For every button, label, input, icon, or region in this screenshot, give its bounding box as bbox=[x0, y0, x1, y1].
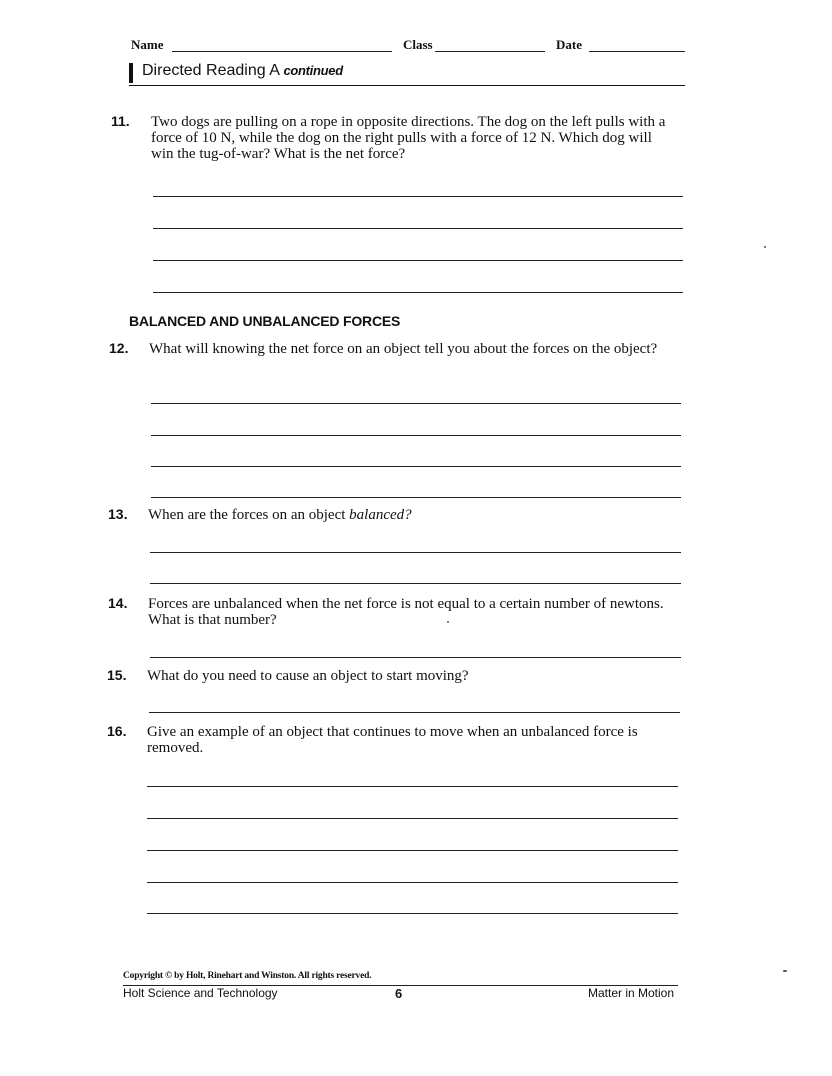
page-title bbox=[142, 62, 343, 80]
question-12 bbox=[109, 340, 669, 357]
footer-page-number: 6 bbox=[395, 986, 403, 1001]
scan-speck bbox=[764, 246, 766, 248]
answer-line-16-1[interactable] bbox=[147, 786, 678, 787]
section-heading: BALANCED AND UNBALANCED FORCES bbox=[129, 313, 401, 329]
name-field-line[interactable] bbox=[172, 51, 392, 52]
answer-line-11-1[interactable] bbox=[153, 196, 683, 197]
question-text: Forces are unbalanced when the net force is not equal to a certain number of newtons. What is that number? bbox=[148, 596, 664, 628]
question-16 bbox=[107, 723, 667, 756]
answer-line-12-2[interactable] bbox=[151, 435, 681, 436]
answer-line-11-2[interactable] bbox=[153, 228, 683, 229]
answer-line-11-3[interactable] bbox=[153, 260, 683, 261]
question-number: 14. bbox=[108, 595, 128, 611]
answer-line-12-4[interactable] bbox=[151, 497, 681, 498]
question-number: 12. bbox=[109, 340, 129, 356]
question-text: What do you need to cause an object to start moving? bbox=[147, 668, 469, 684]
answer-line-14-1[interactable] bbox=[150, 657, 681, 658]
question-number: 11. bbox=[111, 113, 130, 129]
question-14 bbox=[108, 595, 668, 628]
question-15 bbox=[107, 667, 667, 684]
scan-speck bbox=[447, 621, 449, 623]
question-11 bbox=[111, 113, 671, 162]
question-number: 13. bbox=[108, 506, 128, 522]
answer-line-13-1[interactable] bbox=[150, 552, 681, 553]
date-field-line[interactable] bbox=[589, 51, 685, 52]
answer-line-12-3[interactable] bbox=[151, 466, 681, 467]
date-label: Date bbox=[556, 37, 582, 52]
question-text: Two dogs are pulling on a rope in opposite directions. The dog on the left pulls with a force of 10 N, while the dog on the right pulls with a force of 12 N. Which dog will win the tug-of-war? What is the net force? bbox=[151, 114, 666, 162]
class-label: Class bbox=[403, 37, 433, 52]
answer-line-13-2[interactable] bbox=[150, 583, 681, 584]
answer-line-15-1[interactable] bbox=[149, 712, 680, 713]
question-emphasis: balanced? bbox=[349, 507, 412, 523]
class-field-line[interactable] bbox=[435, 51, 545, 52]
question-number: 15. bbox=[107, 667, 127, 683]
page-title-main: Directed Reading A bbox=[142, 62, 279, 79]
question-text: Give an example of an object that continues to move when an unbalanced force is removed. bbox=[147, 724, 638, 756]
title-marker-bar bbox=[129, 63, 133, 83]
answer-line-16-4[interactable] bbox=[147, 882, 678, 883]
footer-publisher: Holt Science and Technology bbox=[123, 986, 278, 1000]
scan-speck bbox=[783, 970, 787, 972]
answer-line-16-2[interactable] bbox=[147, 818, 678, 819]
page-title-suffix: continued bbox=[283, 63, 343, 78]
answer-line-16-5[interactable] bbox=[147, 913, 678, 914]
answer-line-12-1[interactable] bbox=[151, 403, 681, 404]
title-underline bbox=[129, 85, 685, 86]
footer-chapter: Matter in Motion bbox=[588, 986, 675, 1000]
copyright-notice: Copyright © by Holt, Rinehart and Winston. All rights reserved. bbox=[123, 971, 372, 981]
question-13 bbox=[108, 506, 668, 523]
answer-line-16-3[interactable] bbox=[147, 850, 678, 851]
question-text: When are the forces on an object bbox=[148, 507, 350, 523]
name-label: Name bbox=[131, 37, 164, 52]
question-number: 16. bbox=[107, 723, 127, 739]
answer-line-11-4[interactable] bbox=[153, 292, 683, 293]
question-text: What will knowing the net force on an object tell you about the forces on the object? bbox=[149, 341, 658, 357]
